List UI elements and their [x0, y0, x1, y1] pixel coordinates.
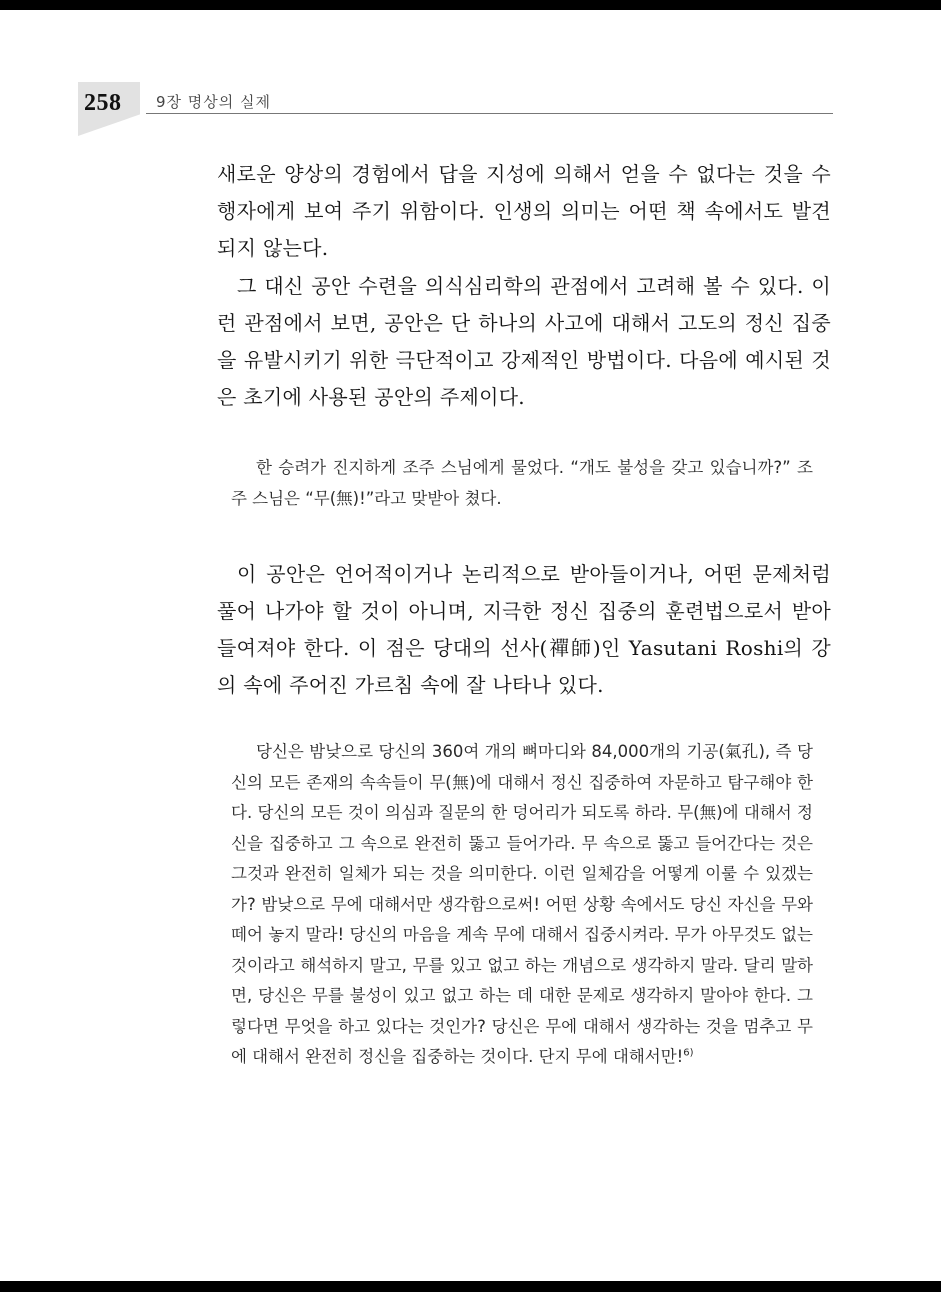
teaching-quote: [231, 737, 813, 1073]
header-rule: [146, 113, 833, 114]
bottom-border-bar: [0, 1281, 941, 1292]
teaching-quote-text: 당신은 밤낮으로 당신의 360여 개의 뼈마디와 84,000개의 기공(氣孔), 즉 당신의 모든 존재의 속속들이 무(無)에 대해서 정신 집중하여 자문하고 탐구해야 한다. 당신의 모든 것이 의심과 질문의 한 덩어리가 되도록 하라. 무(無)에 대해서 정신을 집중하고 그 속으로 완전히 뚫고 들어가라. 무 속으로 뚫고 들어간다는 것은 그것과 완전히 일체가 되는 것을 의미한다. 이런 일체감을 어떻게 이룰 수 있겠는가? 밤낮으로 무에 대해서만 생각함으로써! 어떤 상황 속에서도 당신 자신을 무와 떼어 놓지 말라! 당신의 마음을 계속 무에 대해서 집중시켜라. 무가 아무것도 없는 것이라고 해석하지 말고, 무를 있고 없고 하는 개념으로 생각하지 말라. 달리 말하면, 당신은 무를 불성이 있고 없고 하는 데 대한 문제로 생각하지 말아야 한다. 그렇다면 무엇을 하고 있다는 것인가? 당신은 무에 대해서 생각하는 것을 멈추고 무에 대해서 완전히 정신을 집중하는 것이다. 단지 무에 대해서만!: [231, 742, 813, 1066]
koan-quote: 한 승려가 진지하게 조주 스님에게 물었다. “개도 불성을 갖고 있습니까?” 조주 스님은 “무(無)!”라고 맞받아 쳤다.: [231, 458, 813, 508]
body-paragraph: 그 대신 공안 수련을 의식심리학의 관점에서 고려해 볼 수 있다. 이런 관점에서 보면, 공안은 단 하나의 사고에 대해서 고도의 정신 집중을 유발시키기 위한 극단적이고 강제적인 방법이다. 다음에 예시된 것은 초기에 사용된 공안의 주제이다.: [217, 274, 831, 409]
page-number: 258: [84, 90, 122, 116]
body-paragraph: 새로운 양상의 경험에서 답을 지성에 의해서 얻을 수 없다는 것을 수행자에게 보여 주기 위함이다. 인생의 의미는 어떤 책 속에서도 발견되지 않는다.: [217, 162, 831, 260]
footnote-marker: 6): [683, 1047, 694, 1059]
body-paragraph: 이 공안은 언어적이거나 논리적으로 받아들이거나, 어떤 문제처럼 풀어 나가야 할 것이 아니며, 지극한 정신 집중의 훈련법으로서 받아들여져야 한다. 이 점은 당대의 선사(禪師)인 Yasutani Roshi의 강의 속에 주어진 가르침 속에 잘 나타나 있다.: [217, 562, 831, 697]
running-header-chapter-title: 9장 명상의 실제: [156, 93, 272, 111]
top-border-bar: [0, 0, 941, 10]
